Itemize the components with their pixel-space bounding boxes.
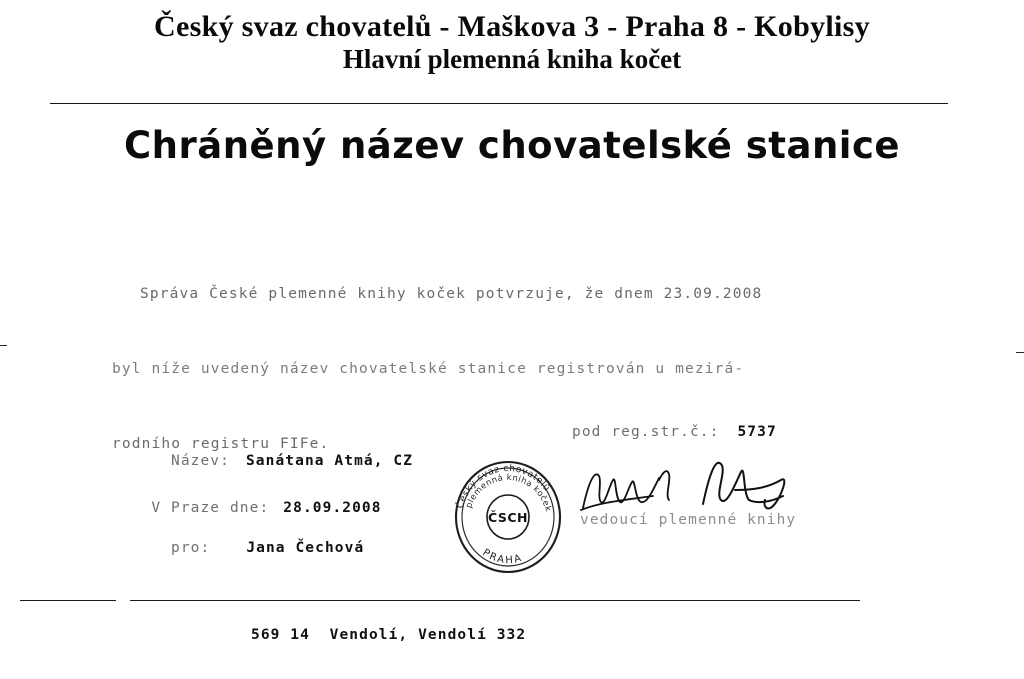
name-value: Sanátana Atmá, CZ bbox=[245, 453, 414, 469]
field-row-address bbox=[112, 592, 942, 643]
owner-value: Jana Čechová bbox=[246, 540, 365, 556]
owner-label: pro: bbox=[170, 540, 211, 556]
svg-text:Český svaz chovatelů: Český svaz chovatelů bbox=[455, 463, 552, 510]
handwritten-signature bbox=[575, 450, 835, 530]
document-header bbox=[0, 10, 1024, 75]
svg-text:plemenná kniha koček: plemenná kniha koček bbox=[464, 472, 553, 513]
official-stamp bbox=[443, 455, 573, 579]
registration-number-group bbox=[572, 418, 777, 447]
registry-name: Hlavní plemenná kniha kočet bbox=[342, 43, 682, 74]
footer-divider-left bbox=[20, 600, 116, 601]
name-label: Název: bbox=[170, 453, 230, 469]
svg-text:ČSCH: ČSCH bbox=[487, 510, 529, 525]
header-divider bbox=[50, 103, 948, 104]
body-line-1: Správa České plemenné knihy koček potvrzuje, že dnem 23.09.2008 bbox=[140, 286, 763, 302]
scan-edge-mark-left bbox=[0, 345, 7, 346]
svg-text:PRAHA: PRAHA bbox=[480, 547, 525, 567]
body-line-3: rodního registru FIFe. bbox=[112, 436, 330, 452]
place-label: V Praze dne: bbox=[151, 500, 270, 516]
document-title: Chráněný název chovatelské stanice bbox=[123, 124, 900, 167]
organization-name: Český svaz chovatelů - Maškova 3 - Praha 8 - Kobylisy bbox=[154, 10, 870, 43]
registration-value: 5737 bbox=[737, 424, 777, 440]
field-row-name bbox=[112, 418, 942, 469]
address-value: 569 14 Vendolí, Vendolí 332 bbox=[250, 627, 527, 643]
footer-divider-main bbox=[130, 600, 860, 601]
place-and-date bbox=[112, 484, 382, 532]
body-line-2: byl níže uvedený název chovatelské stanice registrován u mezirá- bbox=[112, 361, 745, 377]
signature-caption: vedoucí plemenné knihy bbox=[580, 512, 797, 528]
date-value: 28.09.2008 bbox=[283, 500, 382, 516]
registration-label: pod reg.str.č.: bbox=[572, 424, 720, 440]
scan-edge-mark-right bbox=[1016, 352, 1024, 353]
